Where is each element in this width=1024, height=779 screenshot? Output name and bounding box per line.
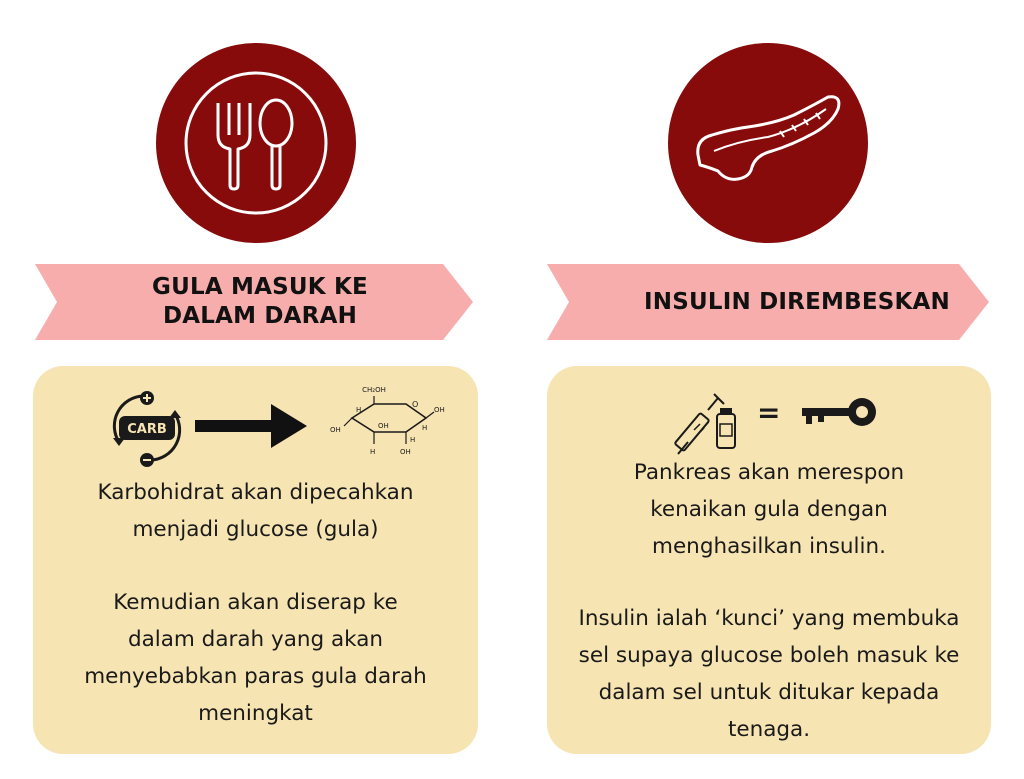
left-banner — [35, 264, 473, 340]
left-banner-title: GULA MASUK KE DALAM DARAH — [152, 274, 368, 329]
fork-spoon-icon — [156, 43, 356, 243]
carb-icon — [107, 388, 187, 468]
glucose-oh-label-4: OH — [400, 448, 411, 456]
syringe-vial-icon — [672, 378, 744, 462]
key-icon — [800, 394, 880, 430]
right-banner — [547, 264, 989, 340]
glucose-ch2oh-label: CH₂OH — [362, 386, 386, 394]
glucose-structure-icon — [326, 382, 446, 466]
glucose-o-label: O — [412, 400, 419, 409]
glucose-h-label-4: H — [410, 436, 416, 444]
glucose-oh-label-1: OH — [434, 406, 445, 414]
left-paragraph-1: Karbohidrat akan dipecahkan menjadi glucose (gula) — [97, 480, 414, 542]
equals-sign: = — [757, 396, 781, 429]
left-card — [33, 366, 478, 754]
right-arrow-icon — [195, 404, 307, 448]
glucose-h-label-1: H — [370, 448, 376, 456]
right-paragraph-2: Insulin ialah ‘kunci’ yang membuka sel supaya glucose boleh masuk ke dalam sel untuk ditukar kepada tenaga. — [578, 606, 960, 742]
glucose-oh-label-2: OH — [330, 426, 341, 434]
right-paragraph-1: Pankreas akan merespon kenaikan gula dengan menghasilkan insulin. — [633, 460, 905, 559]
right-card — [547, 366, 991, 754]
pancreas-icon — [668, 43, 868, 243]
glucose-h-label-2: H — [422, 424, 428, 432]
left-paragraph-2: Kemudian akan diserap ke dalam darah yang akan menyebabkan paras gula darah meningkat — [84, 590, 427, 726]
right-banner-title: INSULIN DIREMBESKAN — [644, 288, 950, 315]
glucose-oh-label-3: OH — [378, 422, 389, 430]
carb-label: CARB — [127, 422, 167, 437]
fork-spoon-circle — [156, 43, 356, 243]
pancreas-circle — [668, 43, 868, 243]
glucose-h-label-3: H — [356, 406, 362, 414]
